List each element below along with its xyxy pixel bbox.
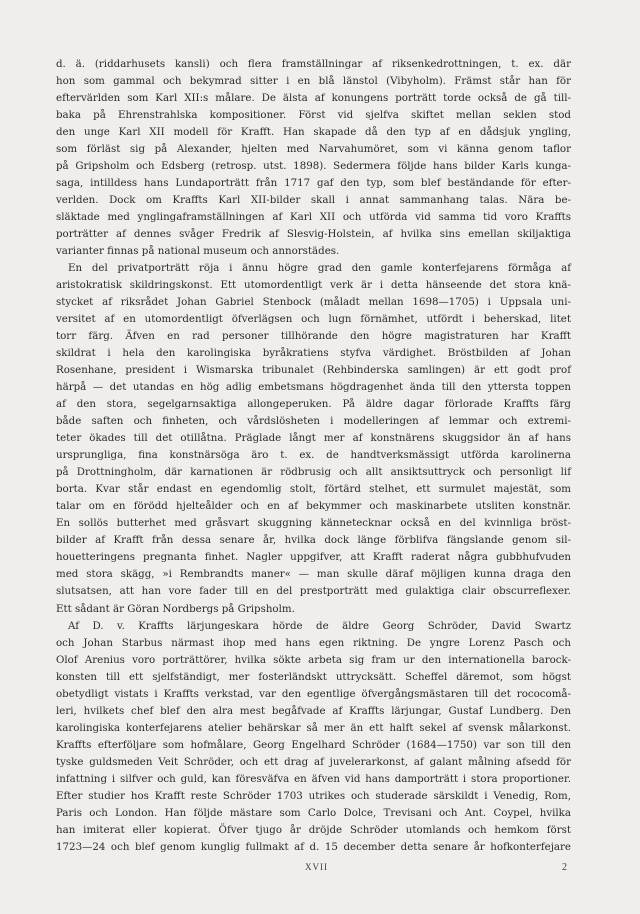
text-line: porträtter af dennes svåger Fredrik af Slesvig-Holstein, af hvilka sins emellan skiljaktiga	[56, 228, 571, 241]
text-line: och Johan Starbus närmast ihop med hans egen riktning. De yngre Lorenz Pasch och	[56, 636, 571, 649]
text-line: obetydligt vistats i Kraffts verkstad, var den egentlige öfvergångsmästaren till det rococomå-	[56, 687, 571, 700]
text-line: borta. Kvar står endast en egendomlig stolt, förtärd stelhet, ett surmulet majestät, som	[56, 483, 571, 496]
text-line: med stora skägg, »i Rembrandts maner« — man skulle däraf möjligen kunna draga den	[56, 568, 571, 581]
text-line: Efter studier hos Krafft reste Schröder 1703 utrikes och studerade särskildt i Venedig, Rom,	[56, 789, 571, 802]
text-line: af den stora, segelgarnsaktiga allongeperuken. På äldre dagar förlorade Kraffts färg	[56, 398, 571, 411]
paragraph	[56, 56, 571, 260]
paragraph	[56, 618, 571, 856]
text-line: torr färg. Äfven en rad personer tillhörande den högre magistraturen har Krafft	[56, 330, 571, 343]
text-line: Olof Arenius voro porträttörer, hvilka sökte arbeta sig fram ur den internationella barock-	[56, 653, 571, 666]
text-line: den unge Karl XII modell för Krafft. Han skapade då den typ af en dådsjuk yngling,	[56, 126, 571, 139]
text-line: bilder af Krafft från dessa senare år, hvilka dock länge förblifva fängslande genom sil-	[56, 534, 571, 547]
text-line: teter ökades till det otillåtna. Präglade långt mer af konstnärens skuggsidor än af hans	[56, 432, 571, 445]
text-line: Rosenhane, president i Wismarska tribunalet (Rehbinderska samlingen) är ett godt prof	[56, 364, 571, 377]
text-line: houetteringens pregnanta finhet. Nagler uppgifver, att Krafft raderat några gubbhufvuden	[56, 551, 571, 564]
text-line: på Drottningholm, där karnationen är rödbrusig och allt ansiktsuttryck och personligt lif	[56, 466, 571, 479]
text-line: 1723—24 och blef genom kunglig fullmakt af d. 15 december detta senare år hofkonterfejare	[56, 840, 571, 853]
text-line: Paris och London. Han följde mästare som Carlo Dolce, Trevisani och Ant. Coypel, hvilka	[56, 806, 571, 819]
text-line: Ett sådant är Göran Nordbergs på Gripsholm.	[56, 602, 295, 615]
text-line: han imiterat eller kopierat. Öfver tjugo år dröjde Schröder utomlands och hemkom först	[56, 823, 571, 836]
text-line: tyske guldsmeden Veit Schröder, och ett drag af juvelerarkonst, af galant målning afsedd för	[56, 755, 571, 768]
text-line: karolingiska konterfejarens atelier behärskar så mer än ett halft sekel af svensk målarkonst.	[56, 721, 571, 734]
body-text	[56, 56, 571, 856]
text-line: som förläst sig på Alexander, hjelten med Narvahumöret, som vi känna genom taflor	[56, 143, 571, 156]
text-line: versitet af en utomordentligt öfverlägsen och lugn förnämhet, utfördt i beherskad, litet	[56, 313, 571, 326]
text-line: Kraffts efterföljare som hofmålare, Georg Engelhard Schröder (1684—1750) var son till den	[56, 738, 571, 751]
text-line: infattning i silfver och guld, kan föresväfva en äfven vid hans damporträtt i stora proportioner.	[56, 772, 571, 785]
text-line: eftervärlden som Karl XII:s målare. De älsta af konungens porträtt torde också de gå till-	[56, 92, 571, 105]
text-line: baka på Ehrenstrahlska kompositioner. Först vid sjelfva skiftet mellan seklen stod	[56, 109, 571, 122]
text-line: härpå — det utandas en hög adlig embetsmans högdragenhet ända till den yttersta toppen	[56, 381, 571, 394]
text-line: på Gripsholm och Edsberg (retrosp. utst. 1898). Sedermera följde hans bilder Karls kunga-	[56, 160, 571, 173]
text-line: konsten till ett sjelfständigt, mer fosterländskt uttrycksätt. Scheffel däremot, som högst	[56, 670, 571, 683]
text-line: d. ä. (riddarhusets kansli) och flera framställningar af riksenkedrottningen, t. ex. där	[56, 58, 571, 70]
text-line: En del privatporträtt röja i ännu högre grad den gamle konterfejarens förmåga af	[68, 262, 571, 275]
text-line: både saften och finheten, och vårdslösheten i modelleringen af lemmar och extremi-	[56, 415, 571, 428]
text-line: ursprungliga, fina konstnärsöga äro t. ex. de handtverksmässigt utförda karolinerna	[56, 449, 571, 462]
text-line: verlden. Dock om Kraffts Karl XII-bilder skall i annat sammanhang talas. Nära be-	[56, 194, 571, 207]
text-line: En sollös butterhet med gråsvart skuggning kännetecknar också en del kvinnliga bröst-	[56, 517, 571, 530]
text-line: aristokratisk skildringskonst. Ett utomordentligt verk är i detta hänseende det stora knä-	[56, 279, 571, 292]
page-number: 2	[562, 862, 567, 873]
text-line: talar om en förödd hjelteålder och en af bekymmer och maskinarbete utsliten konstnär.	[56, 500, 571, 513]
text-line: slutsatsen, att han vore fader till en del prestporträtt med gulaktiga clair obscurreflexer.	[56, 585, 571, 598]
text-line: leri, hvilkets chef blef den alra mest begåfvade af Kraffts lärjungar, Gustaf Lundberg. Den	[56, 704, 571, 717]
text-line: skildrat i hela den karolingiska byråkratiens styfva värdighet. Bröstbilden af Johan	[56, 347, 571, 360]
text-line: Af D. v. Kraffts lärjungeskara hörde de äldre Georg Schröder, David Swartz	[68, 619, 571, 632]
text-line: saga, intilldess hans Lundaporträtt från 1717 gaf den typ, som blef beständande för efter-	[56, 177, 571, 190]
text-line: varianter finnas på national museum och annorstädes.	[56, 245, 340, 258]
signature-mark: XVII	[305, 862, 328, 872]
text-line: stycket af riksrådet Johan Gabriel Stenbock (måladt mellan 1698—1705) i Uppsala uni-	[56, 296, 571, 309]
paragraph	[56, 260, 571, 617]
text-line: hon som gammal och bekymrad sitter i en blå länstol (Vibyholm). Främst står han för	[56, 75, 571, 88]
text-line: släktade med ynglingaframställningen af Karl XII och utförda vid samma tid voro Kraffts	[56, 211, 571, 224]
